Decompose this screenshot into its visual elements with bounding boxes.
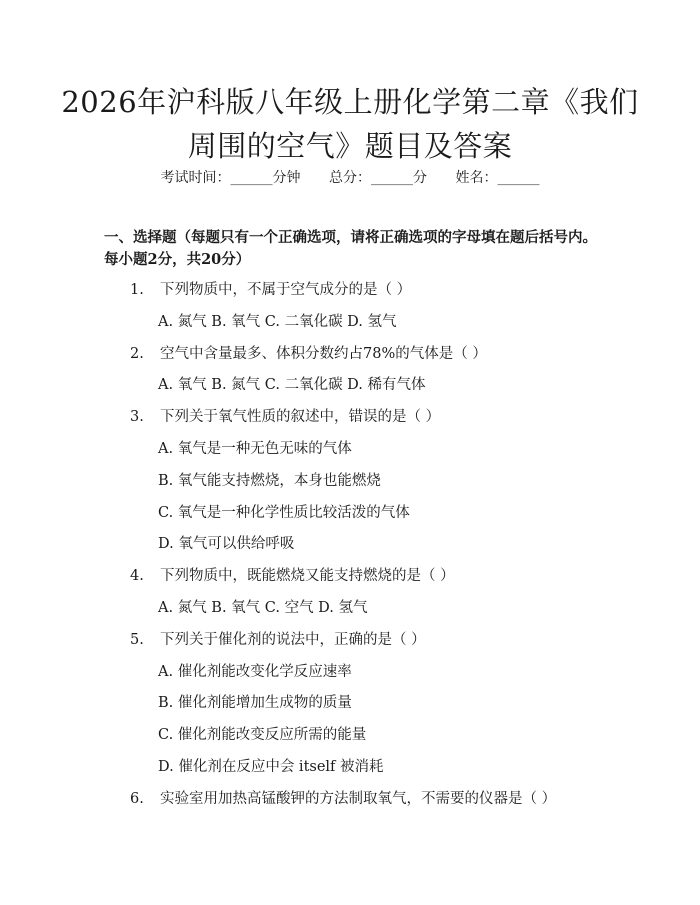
exam-time-field: 考试时间：______分钟 xyxy=(160,170,301,186)
section-heading: 一、选择题（每题只有一个正确选项，请将正确选项的字母填在题后括号内。每小题2分，共20分） xyxy=(104,229,597,268)
student-name-field: 姓名：______ xyxy=(455,170,540,186)
answer-option: A. 氮气 B. 氧气 C. 二氧化碳 D. 氢气 xyxy=(158,313,397,330)
exam-meta xyxy=(0,167,700,187)
answer-option: D. 催化剂在反应中会 itself 被消耗 xyxy=(158,758,384,775)
title-line-2: 周围的空气》题目及答案 xyxy=(187,129,513,163)
title-line-1: 2026年沪科版八年级上册化学第二章《我们 xyxy=(61,85,639,119)
answer-option: A. 氮气 B. 氧气 C. 空气 D. 氢气 xyxy=(158,599,368,616)
question-number: 6. xyxy=(130,790,144,807)
question-text: 下列关于催化剂的说法中，正确的是（ ） xyxy=(160,631,426,648)
answer-option: B. 催化剂能增加生成物的质量 xyxy=(158,695,352,712)
answer-option: B. 氧气能支持燃烧，本身也能燃烧 xyxy=(158,472,381,489)
answer-option: C. 催化剂能改变反应所需的能量 xyxy=(158,727,367,744)
question-number: 1. xyxy=(130,282,144,298)
answer-option: C. 氧气是一种化学性质比较活泼的气体 xyxy=(158,504,410,521)
question-item xyxy=(0,402,700,434)
question-text: 下列物质中，不属于空气成分的是（ ） xyxy=(160,282,412,298)
question-item xyxy=(0,339,700,371)
question-text: 下列物质中，既能燃烧又能支持燃烧的是（ ） xyxy=(160,568,455,585)
question-item xyxy=(0,275,700,307)
question-text: 下列关于氧气性质的叙述中，错误的是（ ） xyxy=(160,409,441,426)
question-item xyxy=(0,784,700,816)
question-text: 实验室用加热高锰酸钾的方法制取氧气，不需要的仪器是（ ） xyxy=(160,790,557,807)
question-number: 2. xyxy=(130,345,144,362)
question-number: 4. xyxy=(130,568,144,585)
question-list xyxy=(0,275,700,816)
question-item xyxy=(0,625,700,657)
total-score-field: 总分：______分 xyxy=(329,170,427,186)
page-title xyxy=(60,80,640,168)
question-item xyxy=(0,561,700,593)
answer-option: A. 氧气是一种无色无味的气体 xyxy=(158,440,352,457)
answer-option: A. 氧气 B. 氮气 C. 二氧化碳 D. 稀有气体 xyxy=(158,377,426,394)
answer-option: A. 催化剂能改变化学反应速率 xyxy=(158,663,352,680)
question-text: 空气中含量最多、体积分数约占78%的气体是（ ） xyxy=(160,345,487,362)
question-number: 3. xyxy=(130,409,144,426)
question-number: 5. xyxy=(130,631,144,648)
answer-option: D. 氧气可以供给呼吸 xyxy=(158,536,295,553)
